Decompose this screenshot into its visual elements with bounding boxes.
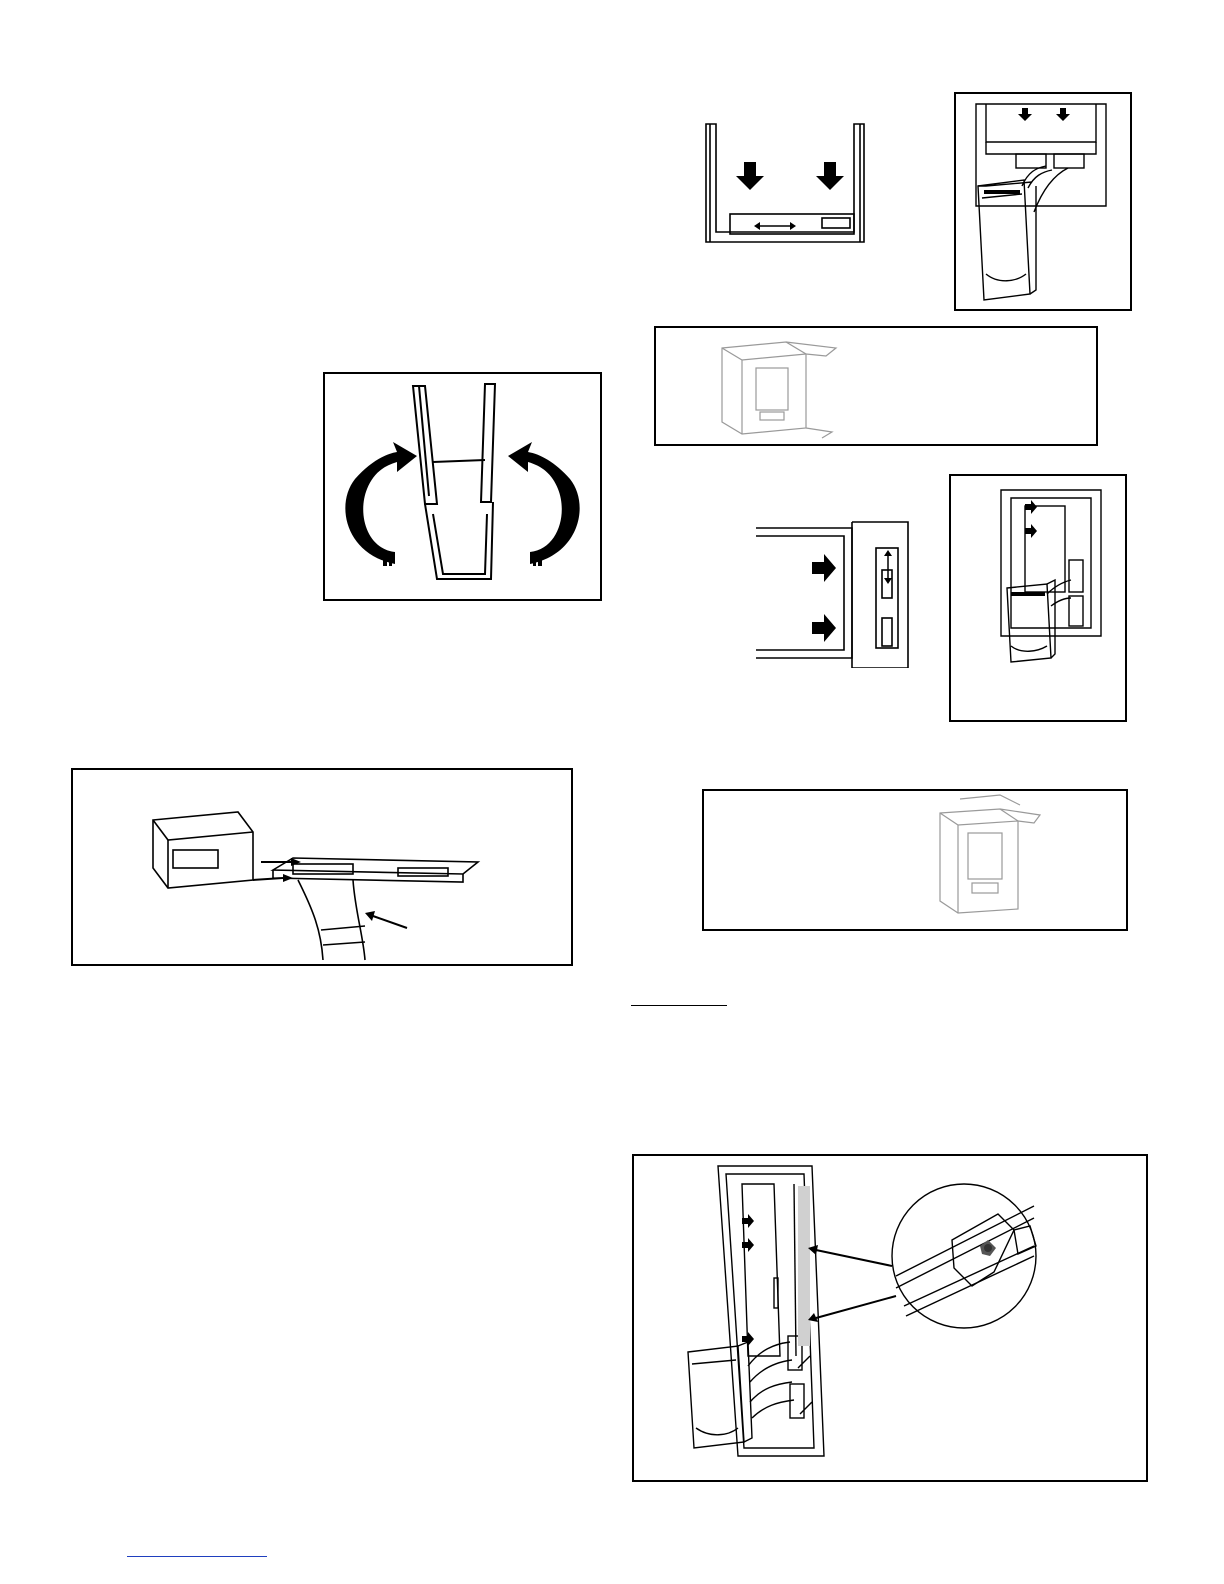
figure-horizontal-slider — [752, 518, 912, 668]
figure-frame-rotate — [323, 372, 602, 601]
figure-adapter-horizontal — [654, 326, 1098, 446]
figure-adapter-insert — [71, 768, 573, 966]
curved-arrow-icon — [508, 442, 580, 566]
figure-unit-horizontal-window — [949, 474, 1127, 722]
figure-unit-vertical-window — [954, 92, 1132, 311]
down-arrow-icon — [1018, 108, 1070, 121]
right-arrow-icon — [812, 554, 836, 642]
heading-underline — [631, 1005, 727, 1006]
down-arrow-icon — [736, 162, 844, 190]
figure-sliding-door — [632, 1154, 1148, 1482]
curved-arrow-icon — [345, 442, 417, 566]
figure-adapter-vertical — [702, 789, 1128, 931]
figure-vertical-slider — [700, 118, 880, 246]
screw-icon — [980, 1240, 996, 1256]
double-arrow-icon — [754, 222, 796, 230]
arrow-icon — [798, 1245, 896, 1414]
link-underline — [127, 1556, 267, 1557]
double-arrow-icon — [884, 550, 892, 584]
right-arrow-icon — [1025, 500, 1037, 538]
